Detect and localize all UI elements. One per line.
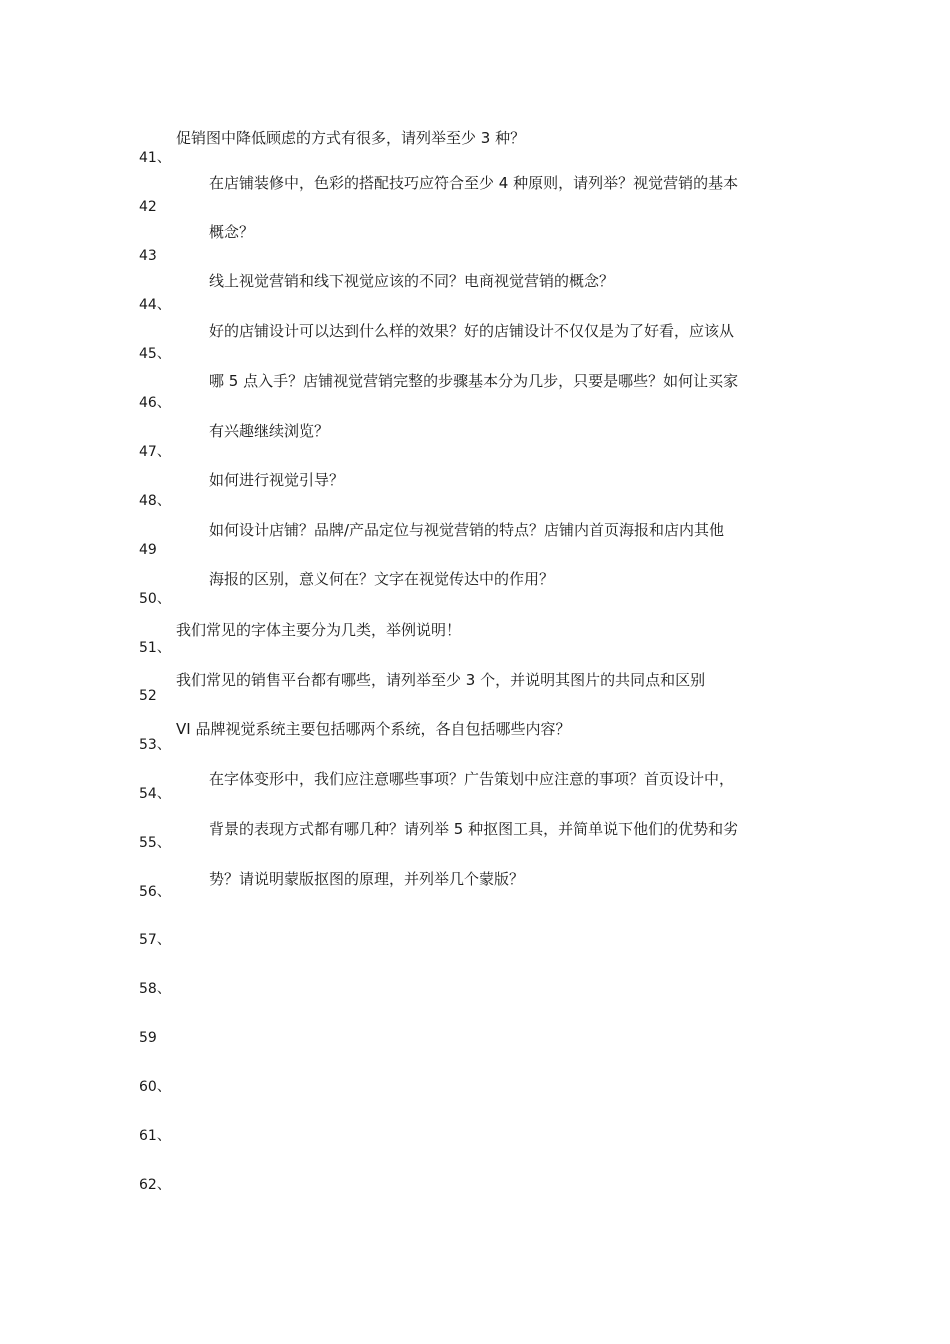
item-number: 58、 — [139, 981, 171, 997]
item-number: 46、 — [139, 395, 171, 411]
question-line: 线上视觉营销和线下视觉应该的不同？电商视觉营销的概念？ — [209, 272, 615, 290]
item-number: 43 — [139, 248, 157, 264]
question-line: 海报的区别，意义何在？文字在视觉传达中的作用？ — [209, 570, 555, 588]
question-line: 如何设计店铺？品牌/产品定位与视觉营销的特点？店铺内首页海报和店内其他 — [209, 521, 725, 539]
item-number: 56、 — [139, 884, 171, 900]
item-number: 45、 — [139, 346, 171, 362]
item-number: 41、 — [139, 150, 171, 166]
item-number: 59 — [139, 1030, 157, 1046]
item-number: 57、 — [139, 932, 171, 948]
question-line: VI 品牌视觉系统主要包括哪两个系统，各自包括哪些内容？ — [176, 720, 571, 738]
question-line: 概念？ — [209, 223, 255, 241]
item-number: 49 — [139, 542, 157, 558]
question-line: 好的店铺设计可以达到什么样的效果？好的店铺设计不仅仅是为了好看，应该从 — [209, 322, 735, 340]
item-number: 61、 — [139, 1128, 171, 1144]
item-number: 53、 — [139, 737, 171, 753]
question-line: 背景的表现方式都有哪几种？请列举 5 种抠图工具，并简单说下他们的优势和劣 — [209, 820, 739, 838]
item-number: 55、 — [139, 835, 171, 851]
item-number: 54、 — [139, 786, 171, 802]
item-number: 51、 — [139, 640, 171, 656]
question-line: 有兴趣继续浏览？ — [209, 422, 330, 440]
question-line: 我们常见的销售平台都有哪些，请列举至少 3 个，并说明其图片的共同点和区别 — [176, 671, 706, 689]
question-line: 在字体变形中，我们应注意哪些事项？广告策划中应注意的事项？首页设计中， — [209, 770, 735, 788]
question-line: 促销图中降低顾虑的方式有很多，请列举至少 3 种？ — [176, 129, 526, 147]
item-number: 47、 — [139, 444, 171, 460]
item-number: 62、 — [139, 1177, 171, 1193]
item-number: 52 — [139, 688, 157, 704]
item-number: 48、 — [139, 493, 171, 509]
item-number: 50、 — [139, 591, 171, 607]
question-line: 哪 5 点入手？店铺视觉营销完整的步骤基本分为几步，只要是哪些？如何让买家 — [209, 372, 739, 390]
question-line: 我们常见的字体主要分为几类，举例说明！ — [176, 621, 462, 639]
question-line: 势？请说明蒙版抠图的原理，并列举几个蒙版？ — [209, 870, 525, 888]
item-number: 42 — [139, 199, 157, 215]
question-line: 如何进行视觉引导？ — [209, 471, 345, 489]
item-number: 44、 — [139, 297, 171, 313]
item-number: 60、 — [139, 1079, 171, 1095]
question-line: 在店铺装修中，色彩的搭配技巧应符合至少 4 种原则，请列举？视觉营销的基本 — [209, 174, 739, 192]
